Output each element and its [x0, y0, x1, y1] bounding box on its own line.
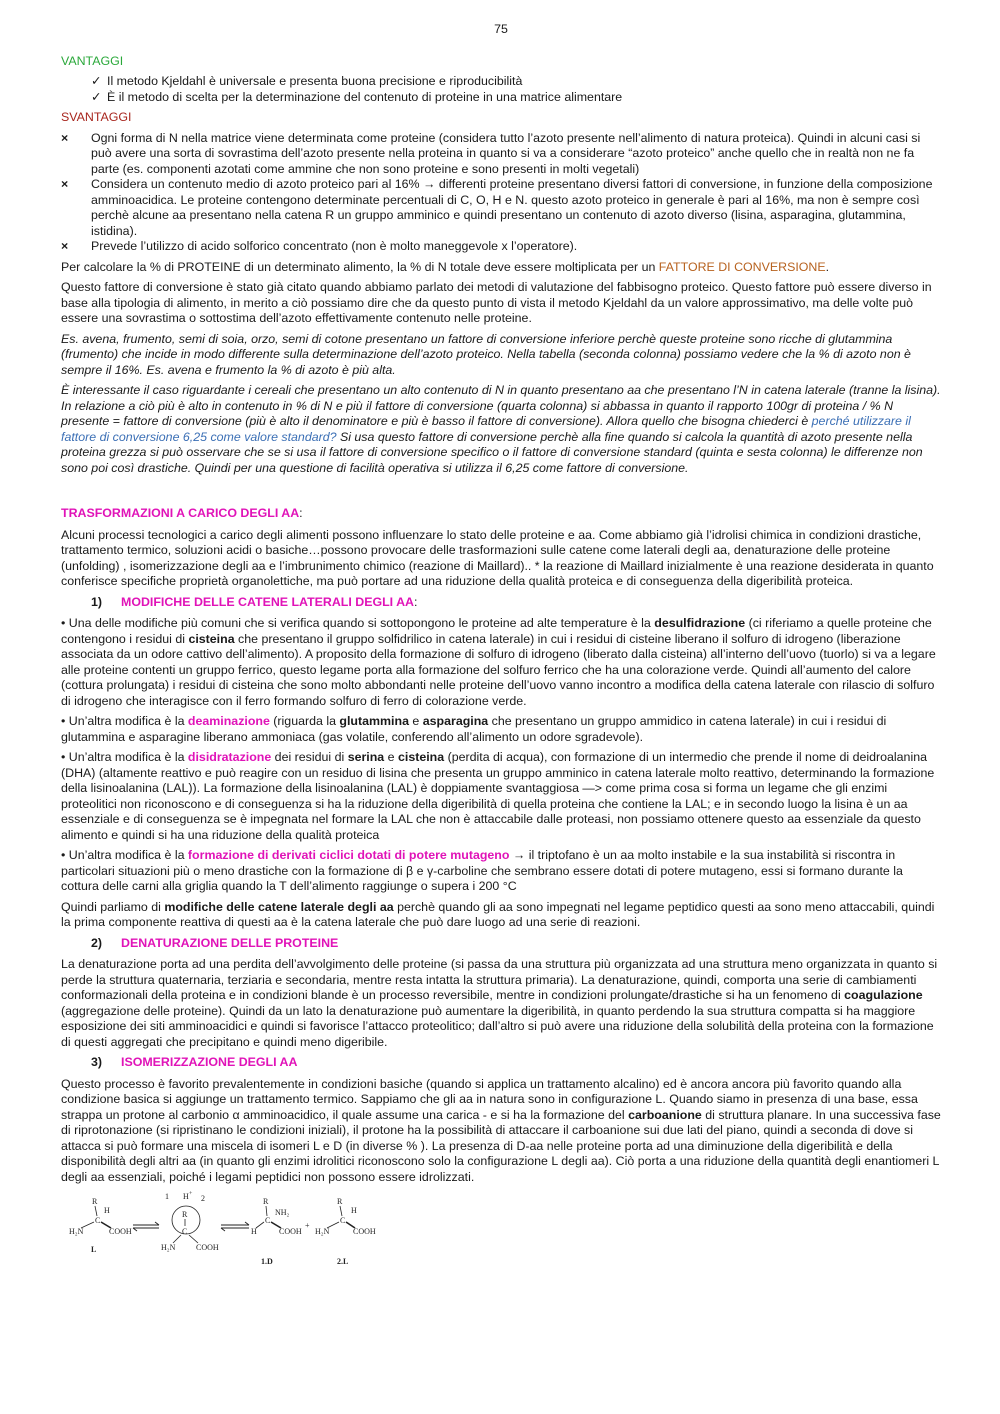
list-item: ✓ Il metodo Kjeldahl è universale e presenta buona precisione e riproducibilità: [61, 74, 941, 90]
paragraph-isomerizzazione: Questo processo è favorito prevalentemente in condizioni basiche (quando si applica un trattamento alcalino) ed è ancora ancora più favorito quando alla condizione basica si aggiunge un trattamento termico. Sappiamo che gli aa in natura sono in configurazione L. Quando siamo in presenza di una base, essa strappa un protone al carbonio α amminoacidico, il quale assume una carica - e si ha la formazione del carboanione di struttura planare. In una successiva fase di riprotonazione (si ripristinano le condizioni iniziali), il protone ha la possibilità di attaccare il carboanione sui due lati del piano, quindi a seconda di dove si attacca si può formare una miscela di isomeri L e D (in diverse % ). La presenza di D-aa nelle proteine porta ad una diminuzione della digeribilità e della disponibilità degli altri aa (in quanto gli enzimi idrolitici riconoscono solo la configurazione L degli aa). Ciò porta a una riduzione della quantità degli enantiomeri L degli aa essenziali, poiché i legami peptidici non possono essere idrolizzati.: [61, 1076, 941, 1184]
paragraph-desulfidrazione: • Una delle modifiche più comuni che si verifica quando si sottopongono le proteine ad alte temperature è la desulfidrazione (ci riferiamo a quelle proteine che contengono i residui di cisteina che presentano il gruppo solfidrilico in catena laterale) in cui i residui di cisteine liberano il solfuro di idrogeno (liberazione associata da un odore cattivo dell’alimento). A proposito della formazione di solfuro di idrogeno (liberato dalla cisteina) all’interno dell’uovo (tuorlo) si va a legare alle proteine contenti un gruppo ferrico, questo legame porta alla formazione del solfuro ferrico che ha una colorazione verde. Quindi all’aumento del calore (cottura prolungata) i residui di cisteina che sono molto abbondanti nelle proteine dell’uovo vanno incontro a modifica della catena laterale con rilascio di solfuro di idrogeno che interagisce con il ferro formando solfuro di ferro di colorazione verde.: [61, 616, 936, 708]
section-heading-trasformazioni: TRASFORMAZIONI A CARICO DEGLI AA:: [61, 506, 303, 520]
svg-text:R: R: [92, 1197, 98, 1206]
svg-text:COOH: COOH: [353, 1227, 376, 1236]
svg-text:C: C: [95, 1216, 101, 1225]
svg-text:C: C: [340, 1216, 346, 1225]
paragraph-intro: Alcuni processi tecnologici a carico degli alimenti possono influenzare lo stato delle proteine e aa. Come abbiamo già l’idrolisi chimica in condizioni drastiche, trattamento termico, soluzioni acidi o basiche…possono provocare delle trasformazioni sulle catene come laterali degli aa, denaturazione delle proteine (unfolding) , isomerizzazione degli aa e l’imbrunimento chimico (reazione di Maillard).. * la reazione di Maillard inizialmente è una reazione desiderata in quanto conferisce specifiche proprietà organolettiche, ma può portare ad una riduzione della qualità proteica e di conseguenza della digeribilità proteica.: [61, 527, 934, 588]
svg-text:C: C: [265, 1216, 271, 1225]
svg-text:C: C: [182, 1227, 188, 1236]
svg-text:+: +: [189, 1191, 193, 1197]
equilibrium-arrow-1: [133, 1222, 159, 1231]
svantaggi-heading: SVANTAGGI: [61, 110, 132, 124]
plus-sign: +: [305, 1221, 310, 1230]
svg-text:1.D: 1.D: [261, 1257, 273, 1266]
subsection-heading-2: 2) DENATURAZIONE DELLE PROTEINE: [91, 935, 339, 950]
paragraph-catene-laterali: Quindi parliamo di modifiche delle catene laterale degli aa perchè quando gli aa sono impegnati nel legame peptidico questi aa sono meno attaccabili, quindi la prima componente reattiva di questi aa è la catena laterale che può dare luogo ad una serie di reazioni.: [61, 899, 935, 929]
vantaggi-heading: VANTAGGI: [61, 53, 124, 68]
paragraph-derivati-ciclici: • Un’altra modifica è la formazione di derivati ciclici dotati di potere mutageno → il triptofano è un aa molto instabile e la sua instabilità si riscontra in particolari situazioni più o meno drastiche con la formazione di β e γ-carboline che sembrano essere dotati di potere mutageno, essi si formano durante la cottura delle carni alla griglia quando la T dell’alimento raggiunge o supera i 200 °C: [61, 848, 903, 893]
isomerization-scheme-figure: [61, 1190, 941, 1277]
svg-text:R: R: [263, 1197, 269, 1206]
molecule-carbanion-intermediate: [161, 1191, 219, 1252]
molecule-l: [69, 1197, 132, 1254]
paragraph-deaminazione: • Un’altra modifica è la deaminazione (riguarda la glutammina e asparagina che presentano un gruppo ammidico in catena laterale) in cui i residui di glutammina e asparagine liberano ammoniaca (gas volatile, conferendo all’alimento un odore sgradevole).: [61, 714, 887, 744]
svg-text:2: 2: [201, 1194, 205, 1203]
list-item: × Considera un contenuto medio di azoto proteico pari al 16% → differenti proteine presentano diversi fattori di conversione, in funzione della composizione amminoacidica. Le proteine contengono determinate percentuali di C, O, H e N. questo azoto proteico in generale è pari al 16%, ma non è sempre così perchè alcune aa presentano nella catena R un gruppo amminico e quindi presentano un contenuto di azoto diverso (lisina, asparagina, glutammina, istidina).: [61, 177, 941, 239]
svg-text:R: R: [337, 1197, 343, 1206]
svg-text:H: H: [104, 1206, 110, 1215]
molecule-1d: [251, 1197, 302, 1266]
paragraph-fattore: Questo fattore di conversione è stato già citato quando abbiamo parlato dei metodi di valutazione del fabbisogno proteico. Questo fattore può essere diverso in base alla tipologia di alimento, in merito a ciò possiamo dire che da questo punto di vista il metodo Kjeldahl da un valore approssimativo, ma delle volte può essere una sovrastima o sottostima dell’azoto effettivamente contenuto nelle proteine.: [61, 280, 932, 325]
svg-text:H₂N: H₂N: [161, 1243, 176, 1252]
paragraph-calcolo: Per calcolare la % di PROTEINE di un determinato alimento, la % di N totale deve essere moltiplicata per un FATTORE DI CONVERSIONE.: [61, 259, 830, 274]
racemization-diagram: [61, 1190, 401, 1272]
equilibrium-arrow-2: [221, 1222, 249, 1231]
svg-text:COOH: COOH: [109, 1227, 132, 1236]
molecule-2l: [315, 1197, 376, 1266]
question-highlight: perché utilizzare il fattore di conversione 6,25 come valore standard?: [61, 414, 911, 444]
list-item: ✓ È il metodo di scelta per la determinazione del contenuto di proteine in una matrice alimentare: [61, 90, 941, 106]
list-item: × Ogni forma di N nella matrice viene determinata come proteine (considera tutto l’azoto presente nell’alimento di natura proteica). Quindi in alcuni casi si può avere una sorta di sovrastima dell’azoto presente nella proteina in quanto si va a considerare “azoto proteico” anche quello che in realtà non ne fa parte (es. componenti azotati come ammine che non sono proteine e sono presenti in molti vegetali): [61, 131, 941, 178]
svg-text:H: H: [183, 1192, 189, 1201]
paragraph-denaturazione: La denaturazione porta ad una perdita dell’avvolgimento delle proteine (si passa da una struttura più organizzata ad una struttura meno organizzata in quanto si perde la struttura quaternaria, terziaria e secondaria, mentre resta intatta la struttura primaria). La denaturazione, quindi, comporta una serie di cambiamenti conformazionali della proteina e in condizioni blande è un processo reversibile, mentre in condizioni prolungate/drastiche si ha un fenomeno di coagulazione (aggregazione delle proteine). Quindi da un lato la denaturazione può aumentare la digeribilità, in quanto perdendo la sua struttura compatta si ha maggiore esposizione dei siti amminoacidici e quindi si favorisce l’attacco proteolitico; dall’altro si può avere una riduzione della solubilità della proteina con la formazione di questi aggregati che precipitano e quindi meno digeribile.: [61, 957, 938, 1049]
svg-text:2.L: 2.L: [337, 1257, 349, 1266]
paragraph-disidratazione: • Un’altra modifica è la disidratazione dei residui di serina e cisteina (perdita di acqua), con formazione di un intermedio che prende il nome di deidroalanina (DHA) (altamente reattivo e può reagire con un residuo di lisina che presenta un gruppo amminico in catena laterale molto reattivo, determinando la formazione della lisinoalanina (LAL)). La formazione della lisinoalanina (LAL) è doppiamente svantaggiosa —> come prima cosa si forma un legame che gli enzimi proteolitici non riconoscono e di conseguenza si ha la riduzione della digeribilità di quella proteina che contiene la LAL; e in secondo luogo la lisina è un aa essenziale e di conseguenza se è impegnata nel formare la LAL che non è attaccabile dalle proteasi, non possiamo ottenere questo aa essenziale da questo alimento e quindi si ha una riduzione della qualità proteica: [61, 750, 935, 842]
subsection-heading-3: 3) ISOMERIZZAZIONE DEGLI AA: [91, 1055, 298, 1069]
vantaggi-list: [61, 74, 941, 105]
subsection-heading-1: 1) MODIFICHE DELLE CATENE LATERALI DEGLI AA:: [91, 594, 418, 609]
svg-text:COOH: COOH: [196, 1243, 219, 1252]
svg-text:H₂N: H₂N: [69, 1227, 84, 1236]
svg-text:H: H: [251, 1227, 257, 1236]
svg-text:R: R: [182, 1210, 188, 1219]
svg-text:H: H: [351, 1206, 357, 1215]
svg-text:COOH: COOH: [279, 1227, 302, 1236]
svg-text:H₂N: H₂N: [315, 1227, 330, 1236]
list-item: × Prevede l’utilizzo di acido solforico concentrato (non è molto maneggevole x l’operatore).: [61, 239, 941, 255]
paragraph-cereali: È interessante il caso riguardante i cereali che presentano un alto contenuto di N in quanto presentano aa che presentano l’N in catena laterale (tranne la lisina). In relazione a ciò più è alto in contenuto in % di N e più il fattore di conversione (quarta colonna) si abbassa in quanto il rapporto 100gr di proteina / % N presente = fattore di conversione (più è alto il denominatore e più è basso il fattore di conversione). Allora quello che bisogna chiederci è perché utilizzare il fattore di conversione 6,25 come valore standard? Si usa questo fattore di conversione perchè alla fine quando si calcola la quantità di azoto presente nella proteina grezza si può osservare che se si usa il fattore di conversione specifico o il fattore di conversione standard (quinta e sesta colonna) le differenze non sono poi così drastiche. Quindi per una questione di facilità operativa si utilizza il 6,25 come fattore di conversione.: [61, 383, 941, 475]
document-page: [61, 22, 941, 1277]
svg-text:NH₂: NH₂: [275, 1208, 290, 1217]
svg-text:L: L: [91, 1245, 97, 1254]
svantaggi-list: [61, 131, 941, 255]
fattore-conversione-highlight: FATTORE DI CONVERSIONE: [658, 259, 826, 274]
page-number: 75: [494, 22, 508, 36]
svg-text:1: 1: [165, 1192, 169, 1201]
paragraph-esempio: Es. avena, frumento, semi di soia, orzo, semi di cotone presentano un fattore di conversione inferiore perchè queste proteine sono ricche di glutammina (frumento) che incide in modo differente sulla determinazione dell’azoto proteico. Nella tabella (seconda colonna) possiamo vedere che la % di azoto non è sempre il 16%. Es. avena e frumento la % di azoto è più alta.: [61, 331, 911, 377]
